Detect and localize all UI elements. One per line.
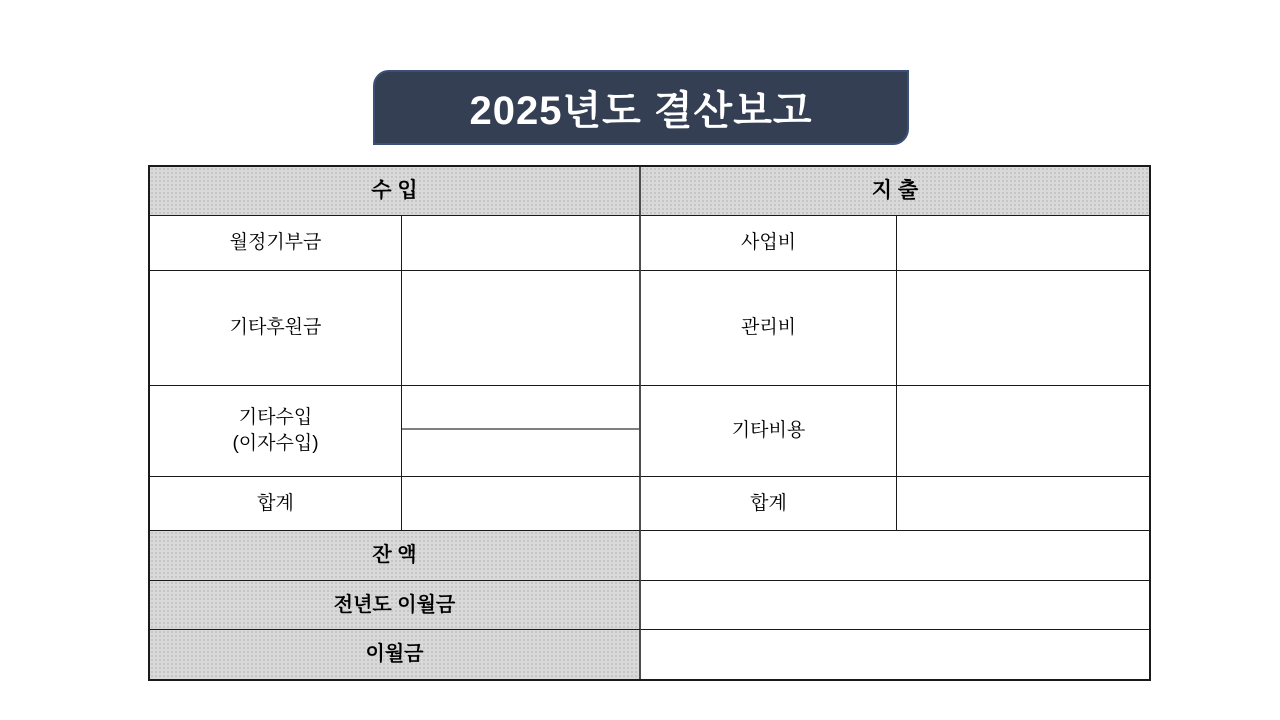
other-income-label — [150, 386, 402, 477]
other-income-value-bottom — [402, 430, 639, 476]
title-banner — [373, 70, 909, 145]
other-income-value-top — [402, 386, 639, 430]
expense-total-label: 합계 — [641, 477, 897, 531]
income-header-cell: 수 입 — [150, 167, 641, 216]
prev-year-carryover-label: 전년도 이월금 — [150, 581, 641, 630]
income-total-value — [402, 477, 641, 531]
management-expense-value — [897, 271, 1149, 386]
carryover-label: 이월금 — [150, 630, 641, 679]
balance-label: 잔 액 — [150, 531, 641, 581]
other-income-label-line2: (이자수입) — [232, 433, 319, 454]
settlement-table — [148, 165, 1151, 681]
project-expense-label: 사업비 — [641, 216, 897, 271]
other-income-value-cell — [402, 386, 641, 477]
other-donation-label: 기타후원금 — [150, 271, 402, 386]
monthly-donation-label: 월정기부금 — [150, 216, 402, 271]
other-expense-label: 기타비용 — [641, 386, 897, 477]
income-total-label: 합계 — [150, 477, 402, 531]
other-donation-value — [402, 271, 641, 386]
management-expense-label: 관리비 — [641, 271, 897, 386]
other-expense-value — [897, 386, 1149, 477]
other-income-label-line1: 기타수입 — [238, 407, 313, 429]
expense-total-value — [897, 477, 1149, 531]
monthly-donation-value — [402, 216, 641, 271]
carryover-value — [641, 630, 1149, 679]
project-expense-value — [897, 216, 1149, 271]
page-title: 2025년도 결산보고 — [469, 89, 813, 133]
expense-header-cell: 지 출 — [641, 167, 1149, 216]
prev-year-carryover-value — [641, 581, 1149, 630]
balance-value — [641, 531, 1149, 581]
